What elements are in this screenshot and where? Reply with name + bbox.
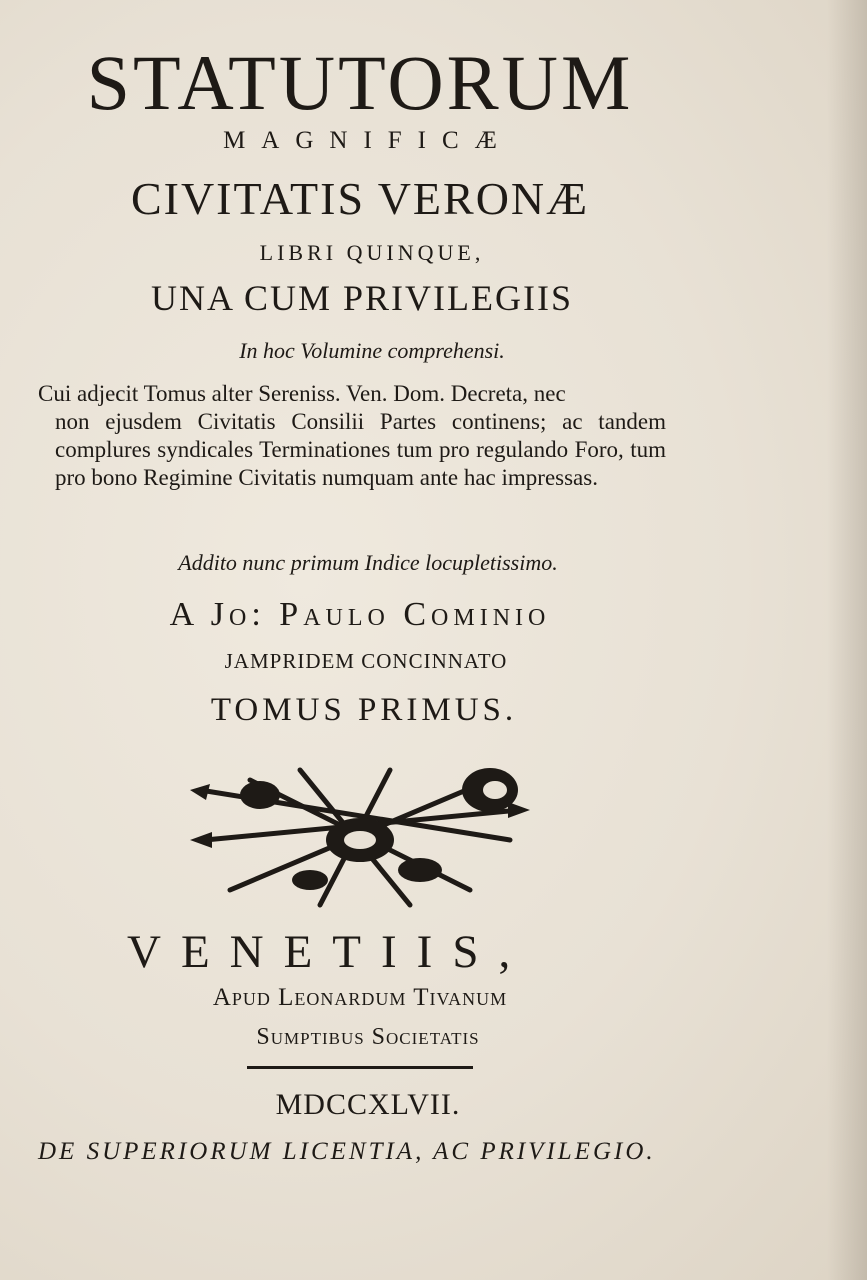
- subtitle-volume: In hoc Volumine comprehensi.: [239, 338, 505, 363]
- title-main: STATUTORUM: [86, 39, 634, 126]
- imprint-printer: Apud Leonardum Tivanum: [212, 984, 508, 1011]
- imprint-rule: [247, 1066, 473, 1069]
- volume-line: TOMUS PRIMUS.: [210, 692, 518, 728]
- title-privileges: UNA CUM PRIVILEGIIS: [150, 278, 573, 318]
- index-note: Addito nunc primum Indice locupletissimo.: [178, 550, 558, 575]
- page-edge-shadow: [827, 0, 867, 1280]
- license-line: DE SUPERIORUM LICENTIA, AC PRIVILEGIO.: [38, 1138, 656, 1165]
- title-books: LIBRI QUINQUE,: [259, 240, 485, 265]
- title-adjective: MAGNIFICÆ: [223, 127, 513, 154]
- description-paragraph: [38, 380, 666, 492]
- imprint-sponsor: Sumptibus Societatis: [256, 1024, 480, 1050]
- trophy-ornament-icon: [190, 760, 530, 910]
- author-line: A Jo: Paulo Cominio: [169, 596, 551, 633]
- imprint-year: MDCCXLVII.: [275, 1088, 461, 1121]
- title-city: CIVITATIS VERONÆ: [130, 173, 590, 224]
- description-first-line: Cui adjecit Tomus alter Sereniss. Ven. Dom. Decreta, nec: [38, 381, 566, 406]
- author-note: JAMPRIDEM CONCINNATO: [224, 649, 508, 673]
- description-rest: non ejusdem Civitatis Consilii Partes continens; ac tandem complures syndicales Terminationes tum pro regulando Foro, tum pro bono Regimine Civitatis numquam ante hac impressas.: [55, 409, 666, 490]
- imprint-place: VENETIIS,: [127, 926, 531, 978]
